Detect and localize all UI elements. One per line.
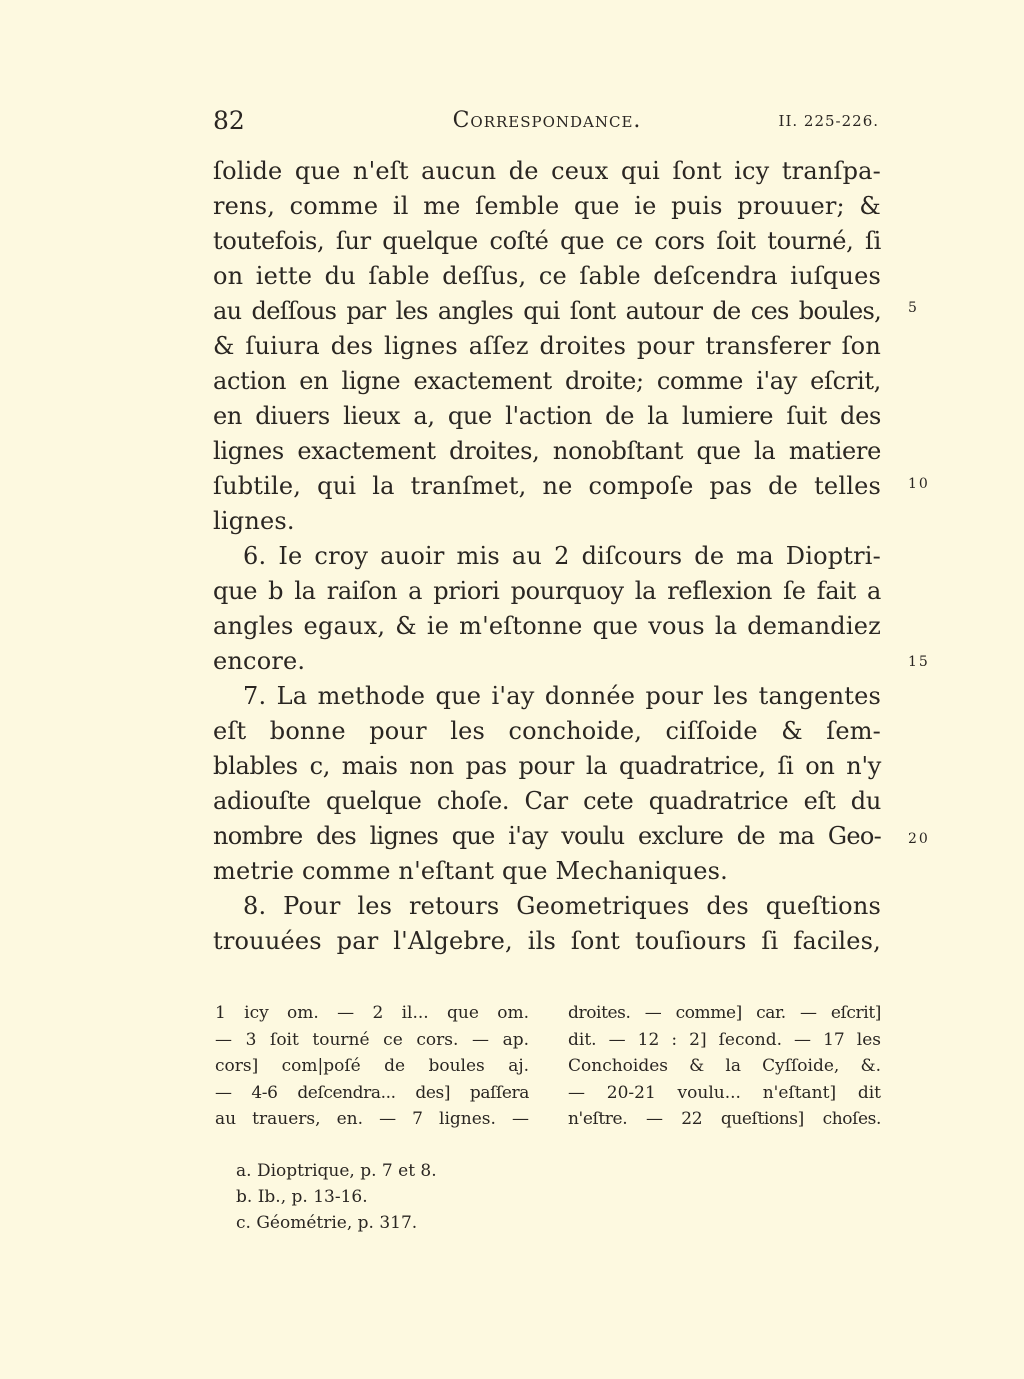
variant-line: — 3 ſoit tourné ce cors. — ap.: [215, 1029, 529, 1050]
line-number-20: 20: [908, 831, 930, 847]
footnotes: [236, 1158, 437, 1236]
body-line: & ſuiura des lignes aſſez droites pour transferer ſon: [213, 332, 881, 360]
footnote-a: a. Dioptrique, p. 7 et 8.: [236, 1161, 437, 1181]
body-line: angles egaux, & ie m'eſtonne que vous la demandiez: [213, 612, 881, 640]
variant-line: droites. — comme] car. — eſcrit]: [568, 1003, 881, 1023]
variant-line: au trauers, en. — 7 lignes. —: [215, 1109, 529, 1129]
body-text: [213, 154, 881, 959]
body-line: on iette du ſable deſſus, ce ſable deſcendra iuſques: [213, 262, 881, 290]
line-number-15: 15: [908, 654, 930, 670]
body-line: encore.: [213, 647, 306, 675]
line-number-10: 10: [908, 476, 930, 492]
line-number-5: 5: [908, 300, 919, 316]
body-line: rens, comme il me ſemble que ie puis prouuer; &: [213, 192, 881, 220]
body-line: au deſſous par les angles qui ſont autour de ces boules,: [213, 297, 881, 325]
body-line: trouuées par l'Algebre, ils ſont touſiours ſi faciles,: [213, 927, 881, 955]
variant-line: dit. — 12 : 2] ſecond. — 17 les: [568, 1029, 881, 1050]
body-line: blables c, mais non pas pour la quadratrice, ſi on n'y: [213, 752, 881, 780]
body-line: toutefois, ſur quelque coſté que ce cors ſoit tourné, ſi: [213, 227, 881, 255]
variant-line: n'eſtre. — 22 queſtions] choſes.: [568, 1109, 881, 1129]
body-line: en diuers lieux a, que l'action de la lumiere ſuit des: [213, 402, 881, 430]
footnote-b: b. Ib., p. 13-16.: [236, 1187, 368, 1207]
body-line: nombre des lignes que i'ay voulu exclure de ma Geo-: [213, 822, 881, 850]
variant-line: — 20-21 voulu... n'eſtant] dit: [568, 1082, 881, 1103]
variant-line: Conchoides & la Cyſſoide, &.: [568, 1056, 881, 1076]
body-line: lignes exactement droites, nonobſtant que la matiere: [213, 437, 881, 465]
volume-reference: II. 225-226.: [778, 112, 879, 130]
body-line: ſubtile, qui la tranſmet, ne compoſe pas de telles: [213, 472, 881, 500]
body-line: metrie comme n'eſtant que Mechaniques.: [213, 857, 728, 885]
body-line: action en ligne exactement droite; comme i'ay eſcrit,: [213, 367, 881, 395]
running-title: Correspondance.: [452, 108, 642, 133]
page-header: [213, 106, 881, 140]
body-line: adiouſte quelque choſe. Car cete quadratrice eſt du: [213, 787, 881, 815]
body-line: lignes.: [213, 507, 295, 535]
variant-readings-left: [215, 1000, 529, 1133]
body-line: eſt bonne pour les conchoide, ciſſoide & ſem-: [213, 717, 881, 745]
body-line: ſolide que n'eſt aucun de ceux qui ſont icy tranſpa-: [213, 157, 881, 185]
paragraph-7-start: 7. La methode que i'ay donnée pour les tangentes: [243, 682, 881, 710]
paragraph-8-start: 8. Pour les retours Geometriques des queſtions: [243, 892, 881, 920]
paragraph-6-start: 6. Ie croy auoir mis au 2 diſcours de ma Dioptri-: [243, 542, 881, 570]
page-number: 82: [213, 106, 245, 135]
variant-line: 1 icy om. — 2 il... que om.: [215, 1003, 529, 1023]
body-line: que b la raiſon a priori pourquoy la reflexion ſe fait a: [213, 577, 881, 605]
variant-line: — 4-6 deſcendra... des] paſſera: [215, 1082, 529, 1103]
variant-readings-right: [568, 1000, 881, 1133]
footnote-c: c. Géométrie, p. 317.: [236, 1213, 418, 1233]
variant-line: cors] com|poſé de boules aj.: [215, 1056, 529, 1076]
